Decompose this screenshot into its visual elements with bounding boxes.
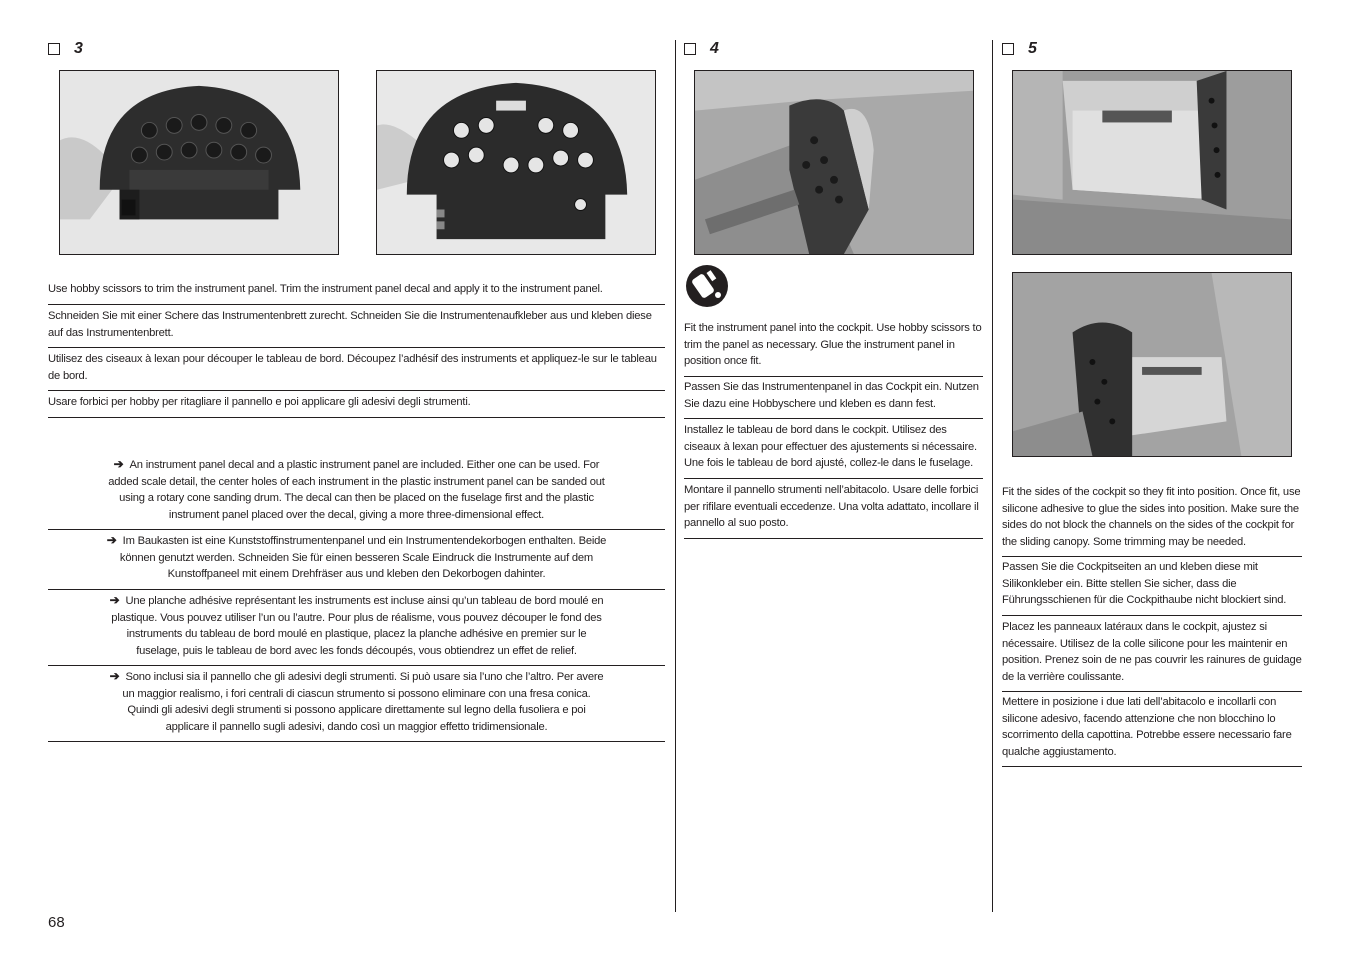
instrument-panel-photo <box>59 70 339 255</box>
step-5-column <box>1002 0 1302 954</box>
instruction-it: Montare il pannello strumenti nell’abitacolo. Usare delle forbici per rifilare eventuali eccedenze. Una volta adattato, incollare il pannello al suo posto. <box>684 482 983 539</box>
instruction-it: Usare forbici per hobby per ritagliare il pannello e poi applicare gli adesivi degli strumenti. <box>48 394 665 418</box>
arrow-right-icon: ➔ <box>109 593 120 607</box>
checkbox-icon[interactable] <box>1002 43 1014 55</box>
step-number: 5 <box>1028 40 1037 57</box>
column-divider <box>992 40 993 912</box>
instruction-en: Use hobby scissors to trim the instrument panel. Trim the instrument panel decal and apply it to the instrument panel. <box>48 281 665 305</box>
cockpit-install-photo <box>694 70 974 255</box>
cockpit-sides-installed-photo <box>1012 272 1292 457</box>
instruction-en: Fit the instrument panel into the cockpit. Use hobby scissors to trim the panel as necessary. Glue the instrument panel in position once fit. <box>684 320 983 377</box>
page-number: 68 <box>48 914 65 931</box>
column-divider <box>675 40 676 912</box>
cockpit-sides-photo <box>1012 70 1292 255</box>
step-3-header <box>48 40 83 58</box>
arrow-right-icon: ➔ <box>106 533 117 547</box>
step-5-header <box>1002 40 1037 58</box>
instruction-de: Schneiden Sie mit einer Schere das Instrumentenbrett zurecht. Schneiden Sie die Instrumentenaufkleber aus und kleben diese auf das Instrumentenbrett. <box>48 308 665 348</box>
checkbox-icon[interactable] <box>684 43 696 55</box>
step-number: 3 <box>74 40 83 57</box>
note-fr: ➔ Une planche adhésive représentant les instruments est incluse ainsi qu’un tableau de bord moulé en plastique. Vous pouvez utiliser l’un ou l’autre. Pour plus de réalisme, vous pouvez découper le fond des instruments du tableau de bord moulé en plastique, placez la planche adhésive en premier sur le fuselage, puis le tableau de bord avec les fonds découpés, vous obtiendrez un effet de relief. <box>48 592 665 666</box>
note-it: ➔ Sono inclusi sia il pannello che gli adesivi degli strumenti. Si può usare sia l’uno che l’altro. Per avere un maggior realismo, i fori centrali di ciascun strumento si possono eliminare con una fresa conica. Quindi gli adesivi degli strumenti si possono applicare direttamente sul legno della fusoliera e poi applicare il pannello sugli adesivi, dando così un maggior effetto tridimensionale. <box>48 668 665 742</box>
instruction-it: Mettere in posizione i due lati dell’abitacolo e incollarli con silicone adesivo, facendo attenzione che non blocchino lo scorrimento della capottina. Potrebbe essere necessario fare qualche aggiustamento. <box>1002 694 1302 767</box>
step-number: 4 <box>710 40 719 57</box>
instruction-fr: Installez le tableau de bord dans le cockpit. Utilisez des ciseaux à lexan pour effectuer des ajustements si nécessaire. Une fois le tableau de bord ajusté, collez-le dans le fuselage. <box>684 422 983 479</box>
instruction-de: Passen Sie das Instrumentenpanel in das Cockpit ein. Nutzen Sie dazu eine Hobbyschere und kleben es dann fest. <box>684 379 983 419</box>
glue-bottle-icon <box>686 265 728 307</box>
step-4-header <box>684 40 719 58</box>
checkbox-icon[interactable] <box>48 43 60 55</box>
instruction-fr: Placez les panneaux latéraux dans le cockpit, ajustez si nécessaire. Utilisez de la colle silicone pour les maintenir en position. Prenez soin de ne pas couvrir les rainures de guidage de la verrière coulissante. <box>1002 619 1302 692</box>
note-en: ➔ An instrument panel decal and a plastic instrument panel are included. Either one can be used. For added scale detail, the center holes of each instrument in the plastic instrument panel can be sanded out using a rotary cone sanding drum. The decal can then be placed on the fuselage first and the plastic instrument panel placed over the decal, giving a more three-dimensional effect. <box>48 456 665 530</box>
instrument-panel-decal-photo <box>376 70 656 255</box>
step-3-column <box>48 0 665 954</box>
note-de: ➔ Im Baukasten ist eine Kunststoffinstrumentenpanel und ein Instrumentendekorbogen enthalten. Beide können genutzt werden. Schneiden Sie für einen besseren Scale Eindruck die Instrumente auf dem Kunstoffpaneel mit einem Drehfräser aus und kleben den Dekorbogen dahinter. <box>48 532 665 590</box>
instruction-de: Passen Sie die Cockpitseiten an und kleben diese mit Silikonkleber ein. Bitte stellen Sie sicher, dass die Führungsschienen für die Cockpithaube nicht blockiert sind. <box>1002 559 1302 616</box>
arrow-right-icon: ➔ <box>113 457 124 471</box>
instruction-fr: Utilisez des ciseaux à lexan pour découper le tableau de bord. Découpez l’adhésif des instruments et appliquez-le sur le tableau de bord. <box>48 351 665 391</box>
arrow-right-icon: ➔ <box>109 669 120 683</box>
instruction-en: Fit the sides of the cockpit so they fit into position. Once fit, use silicone adhesive to glue the sides into position. Make sure the sides do not block the channels on the sides of the cockpit for the sliding canopy. Some trimming may be needed. <box>1002 484 1302 557</box>
step-4-column <box>684 0 983 954</box>
